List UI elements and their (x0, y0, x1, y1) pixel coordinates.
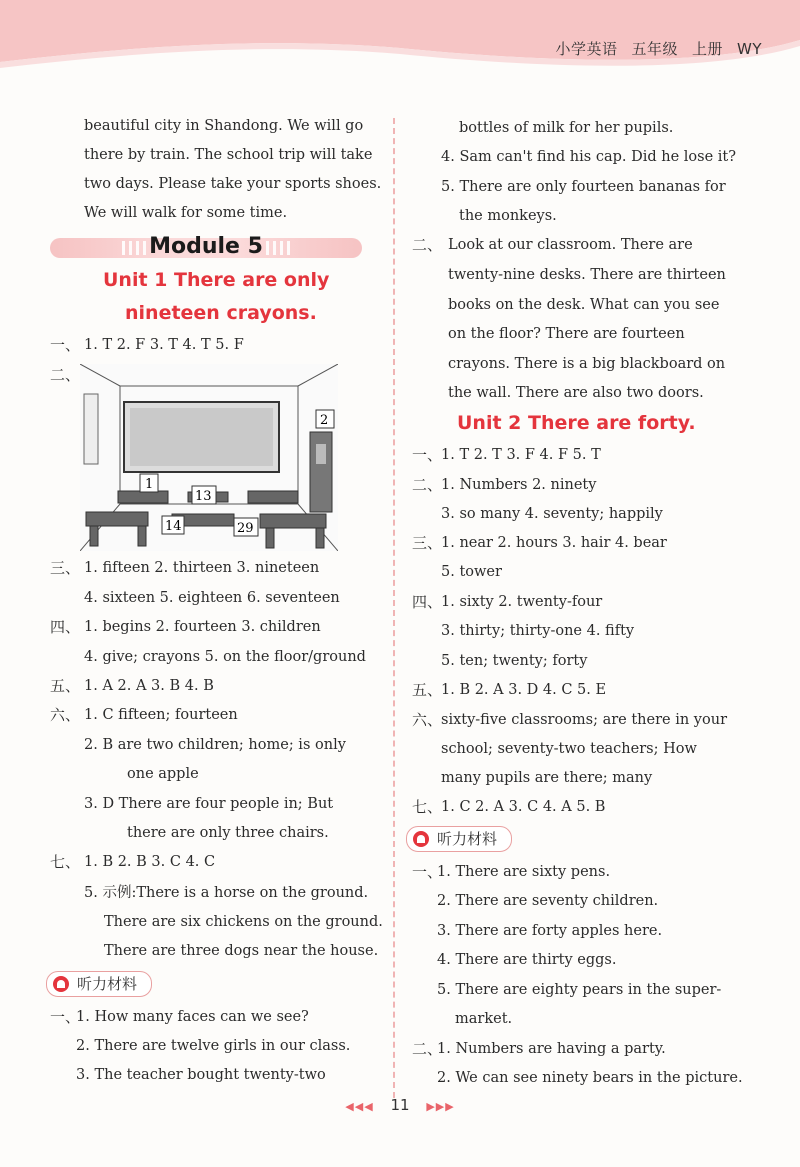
section-label: 六、 (50, 706, 81, 724)
answer-line: 1. near 2. hours 3. hair 4. bear (441, 535, 667, 551)
picture-label: 29 (237, 521, 254, 536)
answer-line: twenty-nine desks. There are thirteen (448, 267, 726, 283)
section-label: 五、 (50, 677, 81, 695)
header-grade: 五年级 (631, 40, 678, 58)
section-label: 一、 (50, 336, 81, 354)
script-line: 1. How many faces can we see? (76, 1009, 309, 1025)
answer-line: 1. sixty 2. twenty-four (441, 594, 603, 610)
section-label: 二、 (50, 366, 81, 384)
intro-line: We will walk for some time. (84, 205, 288, 221)
script-line: 2. There are seventy children. (437, 893, 659, 909)
answer-line: 1. fifteen 2. thirteen 3. nineteen (84, 560, 320, 576)
answer-line: 1. begins 2. fourteen 3. children (84, 619, 321, 635)
answer-line: one apple (127, 766, 199, 782)
answer-line: on the floor? There are fourteen (448, 326, 685, 342)
answer-line: 5. 示例:There is a horse on the ground. (84, 885, 369, 901)
answer-line: 4. give; crayons 5. on the floor/ground (84, 649, 366, 665)
answer-line: 3. thirty; thirty-one 4. fifty (441, 623, 635, 639)
answer-line: the wall. There are also two doors. (448, 385, 704, 401)
section-label: 四、 (412, 593, 443, 611)
script-line: bottles of milk for her pupils. (459, 120, 674, 136)
section-label: 二、 (412, 236, 443, 254)
section-label: 二、 (412, 476, 443, 494)
unit1-title-cont: nineteen crayons. (125, 302, 317, 324)
headphones-icon (53, 976, 69, 992)
page-header (0, 0, 800, 70)
module-heading (50, 233, 362, 261)
answer-line: 1. C fifteen; fourteen (84, 707, 238, 723)
picture-label: 14 (165, 519, 182, 534)
section-label: 一、 (50, 1008, 81, 1026)
module-title: Module 5 (149, 234, 263, 259)
script-line: 5. There are eighty pears in the super- (437, 982, 722, 998)
listening-tag-label: 听力材料 (77, 975, 138, 993)
unit2-title: Unit 2 There are forty. (457, 412, 696, 434)
classroom-picture (80, 364, 338, 551)
answer-line: crayons. There is a big blackboard on (448, 356, 726, 372)
header-subject: 小学英语 (555, 40, 618, 58)
listening-tag-label: 听力材料 (437, 830, 498, 848)
header-band (0, 0, 800, 70)
intro-line: beautiful city in Shandong. We will go (84, 118, 364, 134)
script-line: 1. Numbers are having a party. (437, 1041, 666, 1057)
section-label: 六、 (412, 711, 443, 729)
section-label: 四、 (50, 618, 81, 636)
unit1-title: Unit 1 There are only (103, 269, 330, 291)
answer-line: 1. T 2. T 3. F 4. F 5. T (441, 447, 601, 463)
script-line: 4. There are thirty eggs. (437, 952, 617, 968)
answer-line: 1. B 2. A 3. D 4. C 5. E (441, 682, 607, 698)
answer-line: many pupils are there; many (441, 770, 653, 786)
script-line: 3. There are forty apples here. (437, 923, 663, 939)
answer-line: Look at our classroom. There are (448, 237, 693, 253)
section-label: 三、 (412, 534, 443, 552)
answer-line: books on the desk. What can you see (448, 297, 720, 313)
answer-line: 2. B are two children; home; is only (84, 737, 346, 753)
script-line: 2. There are twelve girls in our class. (76, 1038, 351, 1054)
answer-line: 3. so many 4. seventy; happily (441, 506, 663, 522)
answer-line: 4. sixteen 5. eighteen 6. seventeen (84, 590, 340, 606)
script-line: 3. The teacher bought twenty-two (76, 1067, 326, 1083)
left-arrows-icon: ◀◀◀ (345, 1100, 374, 1113)
intro-line: there by train. The school trip will take (84, 147, 373, 163)
header-edition: WY (737, 40, 762, 58)
script-line: the monkeys. (459, 208, 557, 224)
answer-line: sixty-five classrooms; are there in your (441, 712, 727, 728)
section-label: 二、 (412, 1040, 443, 1058)
header-info (541, 38, 762, 59)
answer-line: 5. ten; twenty; forty (441, 653, 588, 669)
section-label: 五、 (412, 681, 443, 699)
answer-line: There are three dogs near the house. (104, 943, 379, 959)
picture-label: 13 (195, 489, 212, 504)
page-footer (0, 1096, 800, 1114)
answer-line: 1. C 2. A 3. C 4. A 5. B (441, 799, 606, 815)
answer-line: There are six chickens on the ground. (104, 914, 383, 930)
section-label: 三、 (50, 559, 81, 577)
script-line: 1. There are sixty pens. (437, 864, 611, 880)
intro-line: two days. Please take your sports shoes. (84, 176, 382, 192)
picture-label: 2 (320, 413, 329, 428)
header-volume: 上册 (691, 40, 723, 58)
section-label: 七、 (412, 798, 443, 816)
script-line: 4. Sam can't find his cap. Did he lose it? (441, 149, 737, 165)
column-divider (393, 118, 395, 1098)
answer-line: 1. T 2. F 3. T 4. T 5. F (84, 337, 244, 353)
headphones-icon (413, 831, 429, 847)
answer-line: 1. A 2. A 3. B 4. B (84, 678, 214, 694)
answer-line: 5. tower (441, 564, 502, 580)
right-arrows-icon: ▶▶▶ (426, 1100, 455, 1113)
section-label: 七、 (50, 853, 81, 871)
listening-tag (46, 971, 152, 997)
script-line: market. (455, 1011, 513, 1027)
script-line: 2. We can see ninety bears in the picture. (437, 1070, 743, 1086)
section-label: 一、 (412, 863, 443, 881)
answer-line: 1. Numbers 2. ninety (441, 477, 597, 493)
picture-label: 1 (145, 477, 154, 492)
listening-tag (406, 826, 512, 852)
answer-line: there are only three chairs. (127, 825, 329, 841)
page-number: 11 (390, 1096, 410, 1114)
answer-line: 1. B 2. B 3. C 4. C (84, 854, 216, 870)
answer-line: school; seventy-two teachers; How (441, 741, 697, 757)
script-line: 5. There are only fourteen bananas for (441, 179, 726, 195)
section-label: 一、 (412, 446, 443, 464)
answer-line: 3. D There are four people in; But (84, 796, 334, 812)
